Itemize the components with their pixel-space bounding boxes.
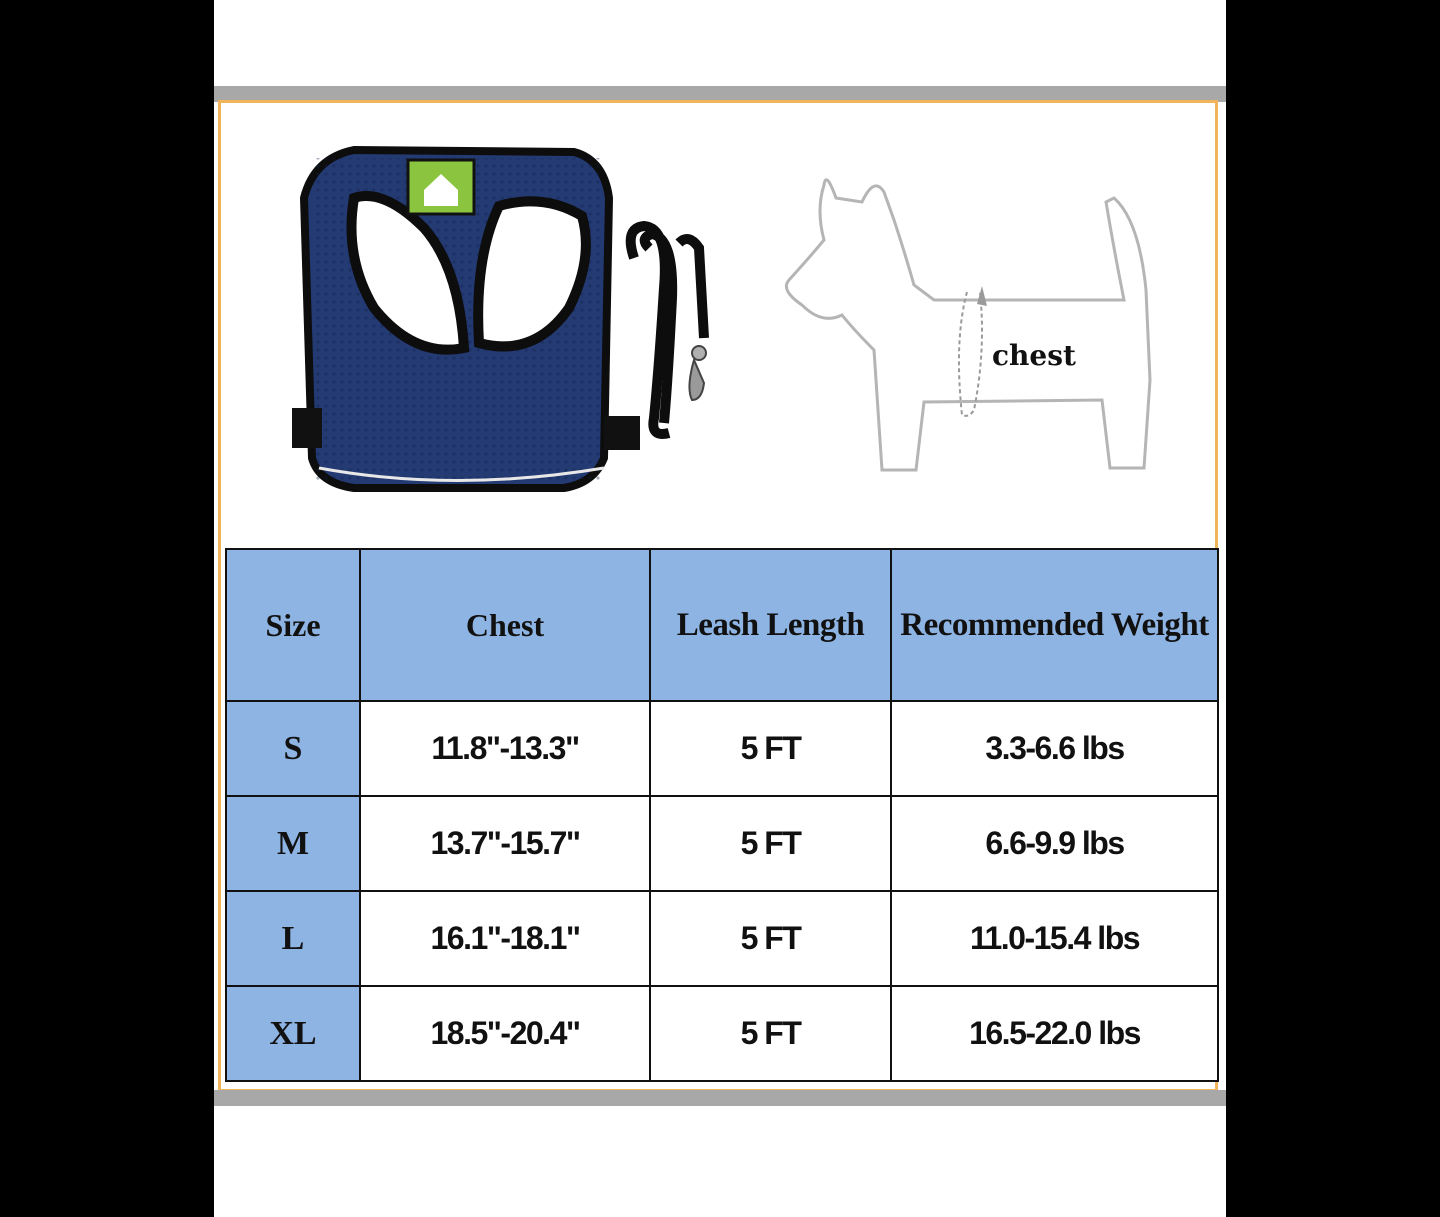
size-cell: S xyxy=(226,701,360,796)
chest-cell: 13.7"-15.7" xyxy=(360,796,650,891)
column-header-chest: Chest xyxy=(360,549,650,701)
chest-label: chest xyxy=(992,339,1076,372)
table-row xyxy=(226,796,1218,891)
column-header-size: Size xyxy=(226,549,360,701)
bottom-band xyxy=(214,1090,1226,1106)
harness-product-photo xyxy=(274,138,714,508)
weight-cell: 11.0-15.4 lbs xyxy=(891,891,1218,986)
right-strap-buckle xyxy=(604,416,640,450)
column-header-leash-length: Leash Length xyxy=(650,549,891,701)
size-cell: XL xyxy=(226,986,360,1081)
weight-cell: 6.6-9.9 lbs xyxy=(891,796,1218,891)
leash-cell: 5 FT xyxy=(650,986,891,1081)
leash-clasp-hook xyxy=(689,360,704,400)
column-header-recommended-weight: Recommended Weight xyxy=(891,549,1218,701)
table-row xyxy=(226,891,1218,986)
size-chart-canvas xyxy=(214,0,1226,1217)
leash-cell: 5 FT xyxy=(650,796,891,891)
dog-chest-diagram xyxy=(754,140,1174,520)
size-cell: M xyxy=(226,796,360,891)
chest-arrow-icon xyxy=(977,286,987,306)
size-table xyxy=(225,548,1219,1082)
leash-cell: 5 FT xyxy=(650,891,891,986)
table-row xyxy=(226,986,1218,1081)
chest-cell: 18.5"-20.4" xyxy=(360,986,650,1081)
left-strap-buckle xyxy=(292,408,322,448)
dog-outline xyxy=(786,180,1150,470)
chest-cell: 11.8"-13.3" xyxy=(360,701,650,796)
table-header-row xyxy=(226,549,1218,701)
leash-cell: 5 FT xyxy=(650,701,891,796)
leash-coil xyxy=(631,226,704,434)
weight-cell: 3.3-6.6 lbs xyxy=(891,701,1218,796)
table-row xyxy=(226,701,1218,796)
size-cell: L xyxy=(226,891,360,986)
weight-cell: 16.5-22.0 lbs xyxy=(891,986,1218,1081)
chest-cell: 16.1"-18.1" xyxy=(360,891,650,986)
